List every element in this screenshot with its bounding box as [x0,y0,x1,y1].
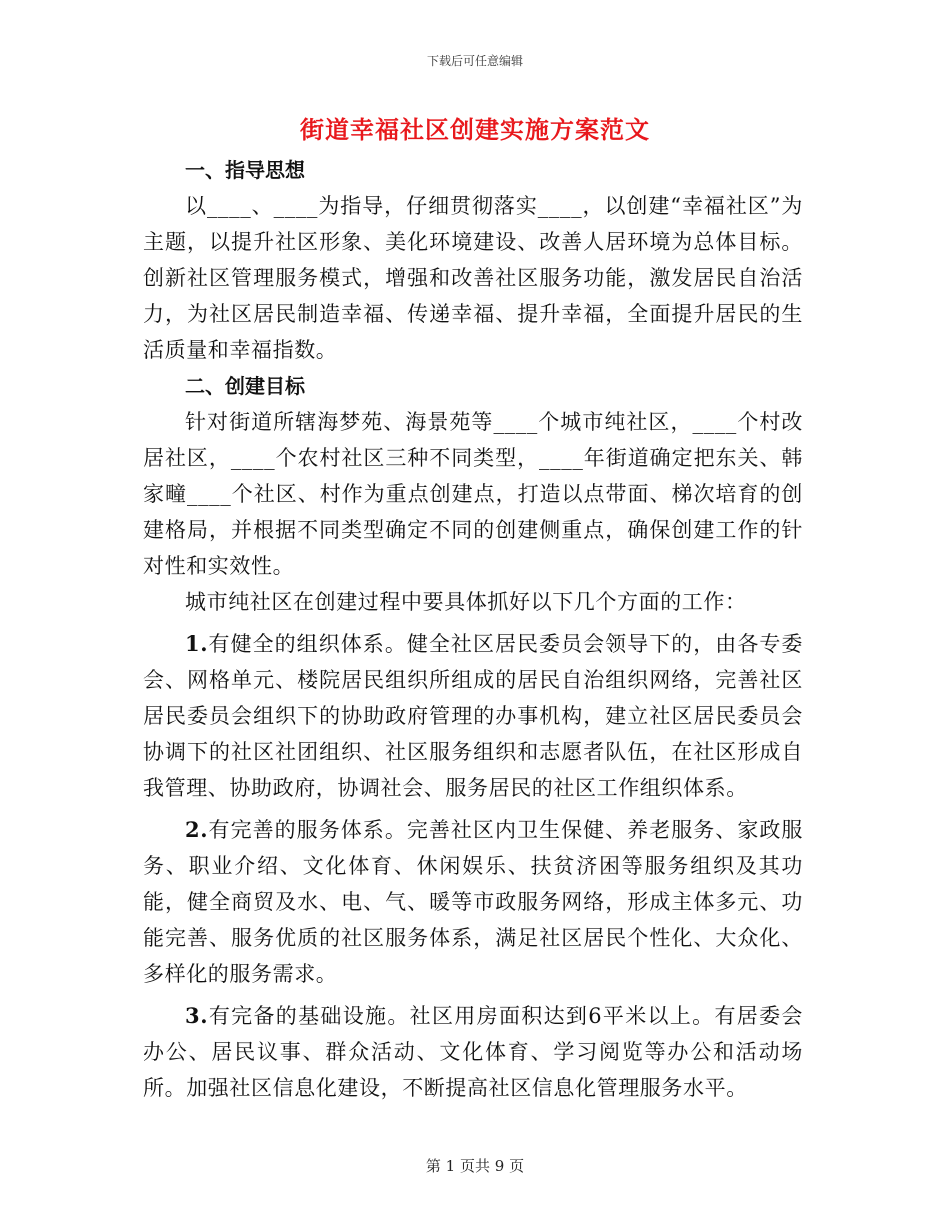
list-item-text: 有完备的基础设施。社区用房面积达到6平米以上。有居委会办公、居民议事、群众活动、文化体育、学习阅览等办公和活动场所。加强社区信息化建设，不断提高社区信息化管理服务水平。 [143,1004,803,1100]
paragraph-work-intro: 城市纯社区在创建过程中要具体抓好以下几个方面的工作： [185,590,747,614]
list-item-text: 有健全的组织体系。健全社区居民委员会领导下的，由各专委会、网格单元、楼院居民组织所组成的居民自治组织网络，完善社区居民委员会组织下的协助政府管理的办事机构，建立社区居民委员会协调下的社区社团组织、社区服务组织和志愿者队伍，在社区形成自我管理、协助政府，协调社会、服务居民的社区工作组织体系。 [143,632,803,800]
list-item-service [143,812,803,992]
list-item-number: 3. [185,1003,209,1028]
paragraph-goals: 针对街道所辖海梦苑、海景苑等____个城市纯社区，____个村改居社区，____个农村社区三种不同类型，____年街道确定把东关、韩家疃____个社区、村作为重点创建点，打造以点带面、梯次培育的创建格局，并根据不同类型确定不同的创建侧重点，确保创建工作的针对性和实效性。 [143,410,803,578]
list-item-organization [143,626,803,806]
paragraph-guiding-ideology: 以____、____为指导，仔细贯彻落实____，以创建“幸福社区”为主题，以提升社区形象、美化环境建设、改善人居环境为总体目标。创新社区管理服务模式，增强和改善社区服务功能，激发居民自治活力，为社区居民制造幸福、传递幸福、提升幸福，全面提升居民的生活质量和幸福指数。 [143,194,803,362]
document-body [143,152,803,1106]
section-heading-goals: 二、创建目标 [185,374,305,398]
section-heading-guiding-ideology: 一、指导思想 [185,158,305,182]
page-number: 第 1 页共 9 页 [425,1157,525,1175]
document-title: 街道幸福社区创建实施方案范文 [300,115,650,144]
header-note: 下载后可任意编辑 [426,54,523,68]
list-item-infrastructure [143,998,803,1106]
list-item-number: 1. [185,631,209,656]
list-item-number: 2. [185,817,209,842]
list-item-text: 有完善的服务体系。完善社区内卫生保健、养老服务、家政服务、职业介绍、文化体育、休闲娱乐、扶贫济困等服务组织及其功能，健全商贸及水、电、气、暖等市政服务网络，形成主体多元、功能完善、服务优质的社区服务体系，满足社区居民个性化、大众化、多样化的服务需求。 [143,818,803,986]
